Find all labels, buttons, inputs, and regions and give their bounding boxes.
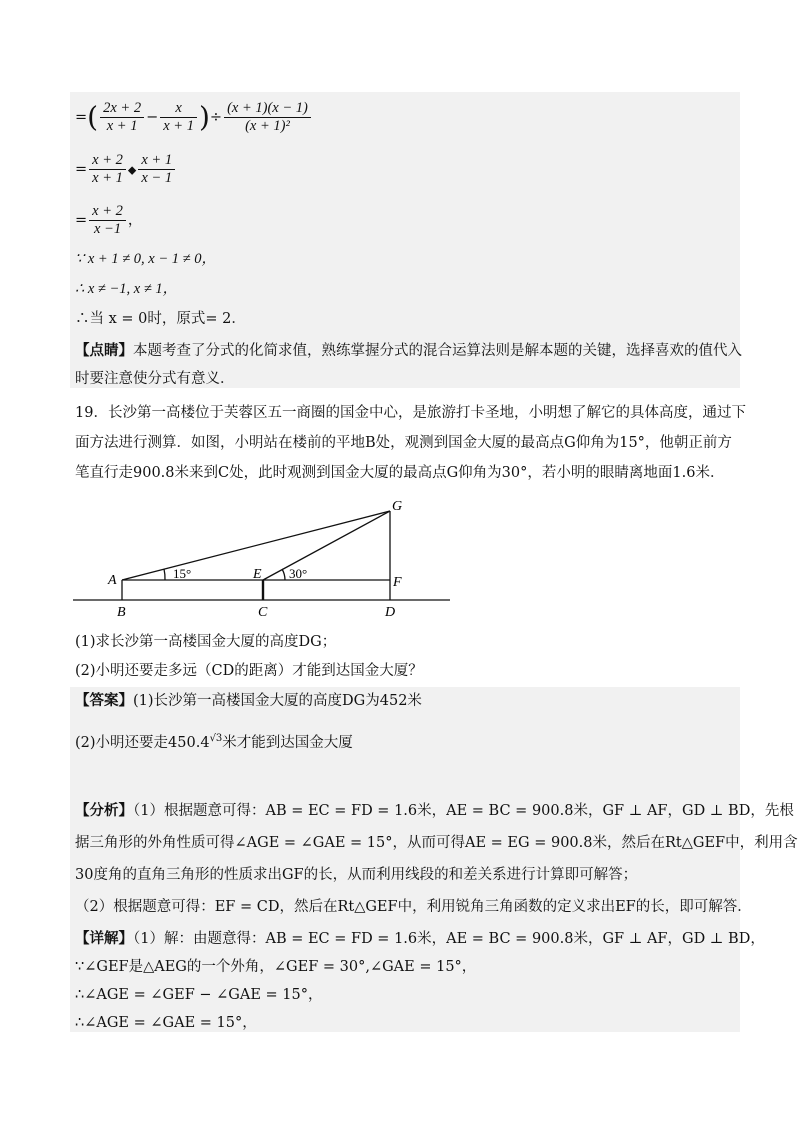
angle-arc-E bbox=[282, 569, 285, 580]
analysis-line-1: 【分析】（1）根据题意可得：AB = EC = FD = 1.6米，AE = BC = 900.8米，GF ⊥ AF，GD ⊥ BD，先根 bbox=[75, 802, 794, 819]
answer-line-2: (2)小明还要走$450.4^{√3}$米才能到达国金大厦 bbox=[75, 733, 353, 751]
label-G: G bbox=[392, 499, 403, 514]
detail-line-2: ∵∠GEF是△AEG的一个外角，∠GEF = 30°,∠GAE = 15°， bbox=[75, 959, 477, 975]
simplify-step-2: = $\frac{x + 2}{x + 1}$ ◆ $\frac{x + 1}{x - 1}$ bbox=[75, 152, 177, 187]
question-19-line-2: 面方法进行测算．如图，小明站在楼前的平地B处，观测到国金大厦的最高点G仰角为15°，他朝正前方 bbox=[75, 435, 732, 451]
therefore-line-1: ∴ x ≠ −1, x ≠ 1， bbox=[75, 281, 178, 297]
because-line: ∵ x + 1 ≠ 0, x − 1 ≠ 0， bbox=[75, 251, 216, 267]
question-19-part-1: (1)求长沙第一高楼国金大厦的高度DG； bbox=[75, 634, 337, 650]
analysis-line-3: 30度角的直角三角形的性质求出GF的长，从而利用线段的和差关系进行计算即可解答； bbox=[75, 867, 638, 883]
analysis-line-4: （2）根据题意可得：EF = CD，然后在Rt△GEF中，利用锐角三角函数的定义求出EF的长，即可解答． bbox=[75, 899, 752, 915]
label-D: D bbox=[385, 605, 396, 620]
angle-label-A: 15° bbox=[173, 566, 192, 581]
comment-line-2: 时要注意使分式有意义． bbox=[75, 371, 235, 387]
detail-line-4: ∴∠AGE = ∠GAE = 15°， bbox=[75, 1015, 257, 1031]
label-C: C bbox=[258, 605, 268, 620]
angle-label-E: 30° bbox=[289, 566, 308, 581]
therefore-line-2: ∴当 x = 0时，原式= 2． bbox=[75, 311, 246, 327]
label-E: E bbox=[253, 567, 262, 582]
detail-line-3: ∴∠AGE = ∠GEF − ∠GAE = 15°， bbox=[75, 987, 323, 1003]
label-B: B bbox=[117, 605, 126, 620]
question-19-line-1: 19．长沙第一高楼位于芙蓉区五一商圈的国金中心，是旅游打卡圣地，小明想了解它的具体高度，通过下 bbox=[75, 405, 746, 421]
label-A: A bbox=[108, 573, 117, 588]
angle-arc-A bbox=[164, 569, 165, 580]
question-19-part-2: (2)小明还要走多远（CD的距离）才能到达国金大厦？ bbox=[75, 663, 423, 679]
analysis-line-2: 据三角形的外角性质可得∠AGE = ∠GAE = 15°，从而可得AE = EG = 900.8米，然后在Rt△GEF中，利用含 bbox=[75, 835, 798, 851]
detail-line-1: 【详解】（1）解：由题意得：AB = EC = FD = 1.6米，AE = BC = 900.8米，GF ⊥ AF，GD ⊥ BD， bbox=[75, 930, 765, 947]
comment-line-1: 【点睛】本题考查了分式的化简求值，熟练掌握分式的混合运算法则是解本题的关键，选择喜欢的值代入 bbox=[75, 342, 742, 359]
label-F: F bbox=[393, 575, 402, 590]
answer-line-1: 【答案】(1)长沙第一高楼国金大厦的高度DG为452米 bbox=[75, 692, 422, 709]
simplify-step-3: = $\frac{x + 2}{x -1}$ ， bbox=[75, 203, 143, 237]
simplify-step-1: =( $\frac{2x + 2}{x + 1}$ − $\frac{x}{x + 1}$ )÷ $\frac{(x + 1)(x - 1)}{\text{(x + 1)²}}$ bbox=[75, 100, 313, 135]
question-19-line-3: 笔直行走900.8米来到C处，此时观测到国金大厦的最高点G仰角为30°，若小明的眼睛离地面1.6米． bbox=[75, 465, 725, 481]
